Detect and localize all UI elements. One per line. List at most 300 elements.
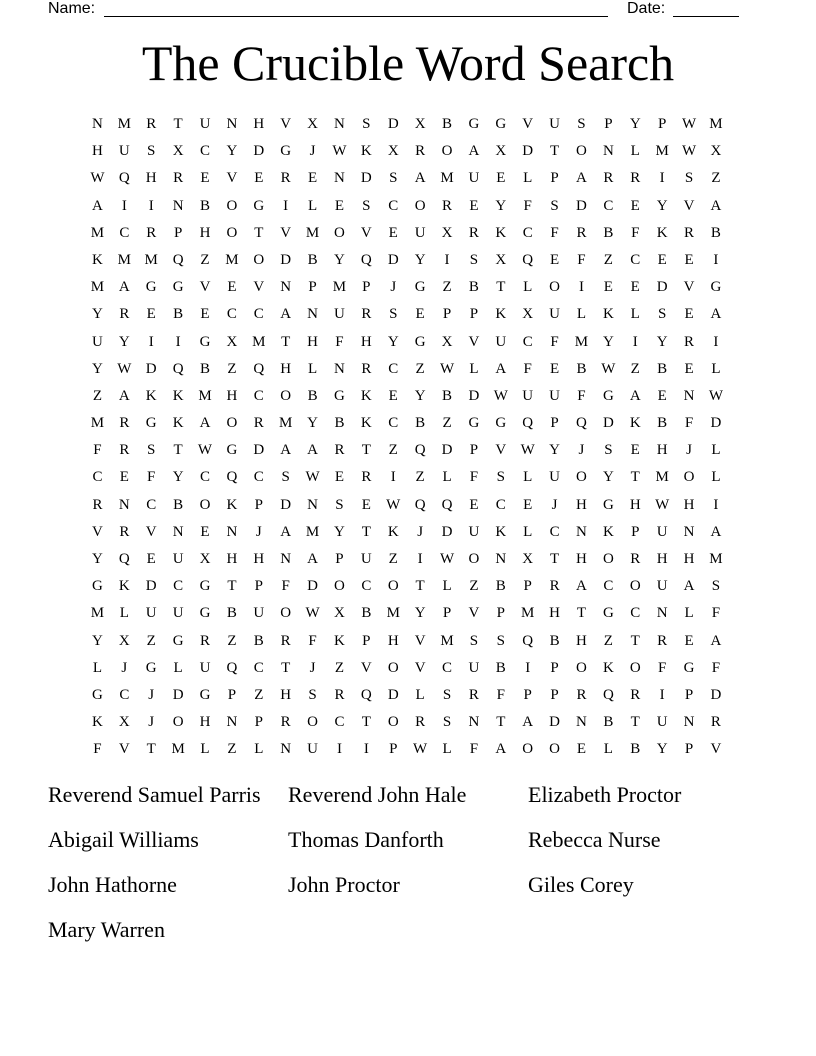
grid-cell: F: [550, 224, 559, 241]
grid-cell: Y: [226, 143, 238, 160]
grid-cell: D: [576, 197, 587, 214]
grid-cell: T: [281, 659, 291, 676]
grid-cell: T: [146, 741, 156, 758]
grid-cell: G: [495, 415, 507, 432]
grid-cell: R: [200, 632, 211, 649]
grid-cell: Q: [522, 415, 534, 432]
grid-cell: C: [226, 306, 237, 323]
date-label: Date:: [627, 0, 666, 17]
grid-cell: B: [200, 197, 211, 214]
grid-cell: L: [307, 360, 318, 377]
grid-cell: X: [414, 116, 426, 132]
grid-cell: L: [711, 469, 721, 486]
grid-cell: G: [495, 116, 507, 132]
grid-cell: P: [442, 605, 452, 622]
header: [0, 0, 816, 22]
grid-cell: O: [226, 197, 238, 214]
grid-cell: S: [389, 306, 398, 323]
grid-cell: F: [281, 578, 290, 595]
grid-cell: B: [334, 415, 345, 432]
grid-cell: P: [254, 578, 263, 595]
grid-cell: K: [602, 523, 614, 540]
grid-cell: F: [308, 632, 317, 649]
grid-cell: Z: [388, 442, 398, 459]
grid-cell: M: [225, 251, 239, 268]
grid-cell: F: [711, 605, 721, 622]
grid-cell: E: [334, 197, 345, 214]
grid-cell: B: [576, 360, 587, 377]
grid-cell: I: [175, 333, 181, 350]
grid-cell: T: [173, 116, 183, 132]
grid-cell: K: [92, 251, 103, 268]
grid-cell: F: [93, 741, 102, 758]
grid-cell: I: [336, 741, 342, 758]
grid-cell: P: [254, 496, 263, 513]
grid-cell: E: [254, 170, 264, 187]
grid-cell: A: [629, 387, 641, 404]
grid-cell: B: [468, 279, 479, 296]
grid-cell: R: [549, 578, 560, 595]
grid-cell: E: [550, 251, 560, 268]
grid-cell: H: [360, 333, 372, 350]
grid-cell: L: [442, 578, 452, 595]
grid-cell: C: [630, 605, 641, 622]
grid-cell: S: [684, 170, 694, 187]
grid-cell: M: [117, 116, 131, 132]
grid-cell: R: [684, 333, 695, 350]
grid-cell: G: [199, 578, 211, 595]
grid-cell: M: [144, 251, 158, 268]
grid-cell: H: [629, 496, 641, 513]
grid-cell: P: [684, 741, 694, 758]
grid-cell: Z: [630, 360, 640, 377]
word-list-item: Thomas Danforth: [288, 827, 444, 852]
grid-cell: W: [439, 360, 455, 377]
grid-cell: K: [172, 387, 184, 404]
grid-cell: L: [119, 605, 129, 622]
grid-cell: A: [710, 632, 722, 649]
grid-cell: P: [442, 306, 452, 323]
grid-cell: T: [630, 714, 640, 731]
grid-cell: S: [711, 578, 721, 595]
grid-cell: O: [199, 496, 211, 513]
grid-cell: Q: [360, 686, 372, 703]
grid-cell: R: [280, 632, 291, 649]
grid-cell: J: [148, 686, 155, 703]
grid-cell: E: [550, 360, 560, 377]
word-list-item: Giles Corey: [528, 872, 634, 897]
grid-cell: M: [117, 251, 131, 268]
grid-cell: K: [172, 415, 184, 432]
grid-cell: O: [280, 605, 292, 622]
grid-cell: P: [550, 686, 559, 703]
grid-cell: W: [413, 741, 428, 758]
grid-cell: L: [603, 741, 613, 758]
grid-cell: V: [522, 116, 534, 132]
grid-cell: W: [305, 605, 320, 622]
grid-cell: H: [683, 496, 695, 513]
grid-cell: C: [442, 659, 453, 676]
grid-cell: O: [602, 551, 614, 567]
page-title: The Crucible Word Search: [141, 35, 675, 91]
grid-cell: A: [576, 578, 587, 595]
grid-cell: I: [659, 170, 665, 187]
grid-cell: G: [468, 116, 480, 132]
grid-cell: H: [199, 714, 211, 731]
grid-cell: D: [441, 442, 453, 459]
grid-cell: N: [602, 143, 614, 160]
grid-cell: K: [334, 632, 345, 649]
grid-cell: X: [387, 143, 399, 160]
letter-grid: [84, 113, 729, 766]
grid-cell: O: [441, 143, 453, 160]
grid-cell: U: [549, 387, 560, 404]
grid-cell: N: [92, 116, 103, 132]
grid-cell: Z: [442, 279, 452, 296]
grid-cell: L: [523, 523, 533, 540]
grid-cell: H: [226, 387, 238, 404]
grid-cell: P: [173, 224, 183, 241]
grid-cell: G: [199, 686, 211, 703]
grid-cell: L: [711, 360, 721, 377]
grid-cell: O: [683, 469, 695, 486]
grid-cell: U: [468, 659, 480, 676]
grid-cell: N: [683, 714, 695, 731]
grid-cell: C: [603, 197, 614, 214]
grid-cell: R: [630, 551, 641, 567]
grid-cell: T: [254, 224, 264, 241]
grid-cell: A: [522, 714, 534, 731]
grid-cell: R: [576, 686, 587, 703]
grid-cell: Y: [92, 306, 103, 323]
grid-cell: O: [549, 279, 560, 296]
grid-cell: U: [656, 578, 668, 595]
grid-cell: G: [683, 659, 695, 676]
grid-cell: I: [525, 659, 531, 676]
grid-cell: G: [710, 279, 722, 296]
grid-cell: H: [280, 360, 292, 377]
grid-cell: Z: [227, 360, 237, 377]
grid-cell: H: [387, 632, 399, 649]
grid-cell: T: [227, 578, 237, 595]
grid-cell: M: [90, 224, 105, 241]
grid-cell: M: [709, 116, 723, 132]
grid-cell: A: [307, 442, 318, 459]
grid-cell: K: [656, 224, 668, 241]
grid-cell: S: [147, 143, 156, 160]
word-list-item: Rebecca Nurse: [528, 827, 661, 852]
grid-cell: N: [172, 523, 184, 540]
grid-cell: U: [656, 714, 668, 731]
grid-cell: N: [334, 360, 345, 377]
grid-cell: S: [577, 116, 586, 132]
grid-cell: Q: [602, 686, 614, 703]
grid-cell: M: [279, 415, 293, 432]
grid-cell: V: [360, 224, 372, 241]
grid-cell: S: [308, 686, 317, 703]
grid-cell: M: [440, 170, 454, 187]
grid-cell: Q: [118, 170, 130, 187]
grid-cell: Y: [656, 333, 668, 350]
grid-cell: T: [361, 714, 371, 731]
grid-cell: Z: [415, 360, 425, 377]
grid-cell: P: [308, 279, 317, 296]
grid-cell: X: [334, 605, 345, 622]
grid-cell: Y: [629, 116, 641, 132]
grid-cell: W: [681, 143, 697, 160]
grid-cell: I: [659, 686, 665, 703]
grid-cell: P: [657, 116, 667, 132]
grid-cell: Y: [414, 251, 426, 268]
grid-cell: M: [305, 523, 320, 540]
grid-cell: H: [145, 170, 157, 187]
grid-cell: D: [522, 143, 534, 160]
grid-cell: L: [92, 659, 103, 676]
grid-cell: S: [362, 116, 371, 132]
grid-cell: Z: [227, 632, 237, 649]
grid-cell: D: [468, 387, 480, 404]
grid-cell: K: [495, 306, 507, 323]
grid-cell: P: [469, 306, 479, 323]
grid-cell: V: [92, 523, 103, 540]
grid-cell: A: [683, 578, 695, 595]
grid-cell: E: [361, 496, 371, 513]
grid-cell: L: [200, 741, 210, 758]
grid-cell: R: [173, 170, 184, 187]
grid-cell: Q: [576, 415, 587, 432]
grid-cell: F: [577, 251, 586, 268]
grid-cell: Y: [602, 333, 614, 350]
grid-cell: B: [442, 387, 453, 404]
grid-cell: Q: [172, 251, 184, 268]
grid-cell: K: [602, 306, 614, 323]
grid-cell: C: [388, 360, 399, 377]
grid-cell: O: [307, 714, 318, 731]
grid-cell: D: [656, 279, 668, 296]
grid-cell: C: [200, 143, 211, 160]
grid-cell: F: [657, 659, 667, 676]
grid-cell: K: [495, 523, 507, 540]
grid-cell: A: [710, 197, 722, 214]
grid-cell: Y: [387, 333, 399, 350]
grid-cell: E: [496, 170, 506, 187]
grid-cell: J: [686, 442, 692, 459]
grid-cell: F: [577, 387, 586, 404]
grid-cell: C: [173, 578, 184, 595]
grid-cell: F: [335, 333, 344, 350]
grid-cell: D: [602, 415, 614, 432]
grid-cell: E: [630, 279, 640, 296]
grid-cell: U: [145, 605, 157, 622]
grid-cell: L: [442, 741, 452, 758]
grid-cell: E: [227, 279, 237, 296]
grid-cell: O: [172, 714, 184, 731]
grid-cell: P: [227, 686, 237, 703]
grid-cell: C: [549, 523, 560, 540]
grid-cell: H: [656, 551, 668, 567]
grid-cell: Q: [441, 496, 453, 513]
grid-cell: N: [280, 279, 292, 296]
grid-cell: E: [630, 197, 640, 214]
grid-cell: W: [117, 360, 132, 377]
grid-cell: D: [253, 442, 265, 459]
grid-cell: V: [468, 605, 480, 622]
grid-cell: S: [362, 197, 371, 214]
grid-cell: O: [629, 578, 641, 595]
grid-cell: D: [280, 496, 292, 513]
grid-cell: R: [468, 686, 479, 703]
grid-cell: R: [710, 714, 721, 731]
grid-cell: U: [549, 469, 560, 486]
grid-cell: H: [576, 496, 587, 513]
grid-cell: B: [253, 632, 264, 649]
grid-cell: D: [710, 686, 722, 703]
grid-cell: P: [496, 605, 505, 622]
grid-cell: E: [119, 469, 129, 486]
grid-cell: A: [92, 197, 103, 214]
grid-cell: R: [415, 143, 426, 160]
grid-cell: A: [710, 523, 722, 540]
grid-cell: N: [307, 496, 318, 513]
grid-cell: R: [576, 224, 587, 241]
grid-cell: B: [657, 415, 668, 432]
grid-cell: Y: [656, 197, 668, 214]
grid-cell: W: [332, 143, 347, 160]
grid-cell: O: [414, 197, 426, 214]
grid-cell: P: [335, 551, 344, 567]
grid-cell: U: [468, 170, 480, 187]
grid-cell: I: [363, 741, 369, 758]
grid-cell: G: [145, 279, 157, 296]
grid-cell: D: [307, 578, 318, 595]
grid-cell: I: [713, 333, 719, 350]
grid-cell: T: [281, 333, 291, 350]
grid-cell: X: [441, 224, 453, 241]
grid-cell: X: [441, 333, 453, 350]
grid-cell: Q: [118, 551, 130, 567]
grid-cell: R: [146, 116, 157, 132]
grid-cell: I: [148, 333, 154, 350]
grid-cell: M: [305, 224, 320, 241]
grid-cell: R: [361, 360, 372, 377]
grid-cell: A: [280, 306, 292, 323]
grid-cell: Y: [118, 333, 130, 350]
grid-cell: O: [387, 578, 399, 595]
grid-cell: W: [493, 387, 508, 404]
grid-cell: L: [711, 442, 721, 459]
grid-cell: F: [469, 469, 479, 486]
grid-cell: E: [146, 551, 156, 567]
grid-cell: G: [253, 197, 265, 214]
grid-cell: C: [253, 469, 264, 486]
grid-cell: J: [121, 659, 128, 676]
grid-cell: I: [148, 197, 154, 214]
grid-cell: I: [578, 279, 584, 296]
grid-cell: Q: [522, 251, 534, 268]
grid-cell: Q: [414, 442, 426, 459]
grid-cell: V: [145, 523, 157, 540]
word-list-item: Mary Warren: [48, 917, 165, 942]
grid-cell: K: [360, 415, 372, 432]
grid-cell: D: [387, 686, 399, 703]
grid-cell: I: [632, 333, 638, 350]
grid-cell: J: [390, 279, 397, 296]
grid-cell: M: [332, 279, 347, 296]
grid-cell: R: [603, 170, 614, 187]
grid-cell: O: [576, 469, 587, 486]
grid-cell: L: [415, 686, 425, 703]
grid-cell: X: [172, 143, 184, 160]
grid-cell: Y: [92, 551, 103, 567]
grid-cell: U: [118, 143, 130, 160]
grid-cell: N: [576, 714, 587, 731]
grid-cell: T: [550, 143, 560, 160]
grid-cell: Z: [469, 578, 479, 595]
grid-cell: N: [226, 116, 238, 132]
grid-cell: C: [200, 469, 211, 486]
grid-cell: N: [226, 714, 238, 731]
grid-cell: A: [468, 143, 480, 160]
grid-cell: W: [90, 170, 105, 187]
grid-cell: P: [684, 686, 694, 703]
grid-cell: N: [226, 523, 238, 540]
grid-cell: I: [713, 496, 719, 513]
grid-cell: C: [495, 496, 506, 513]
grid-cell: S: [147, 442, 156, 459]
grid-cell: E: [200, 523, 210, 540]
grid-cell: G: [145, 659, 157, 676]
grid-cell: C: [146, 496, 157, 513]
grid-cell: N: [683, 523, 695, 540]
grid-cell: W: [601, 360, 616, 377]
grid-cell: H: [576, 632, 587, 649]
grid-cell: F: [711, 659, 721, 676]
grid-cell: P: [523, 578, 532, 595]
grid-cell: M: [709, 551, 723, 567]
grid-cell: N: [280, 741, 292, 758]
grid-cell: B: [226, 605, 237, 622]
grid-cell: B: [657, 360, 668, 377]
grid-cell: L: [523, 279, 533, 296]
grid-cell: N: [118, 496, 130, 513]
grid-cell: T: [576, 605, 587, 622]
grid-cell: H: [253, 551, 265, 567]
grid-cell: M: [198, 387, 212, 404]
grid-cell: A: [495, 741, 507, 758]
grid-cell: E: [388, 387, 398, 404]
grid-cell: W: [681, 116, 697, 132]
grid-cell: C: [253, 306, 264, 323]
grid-cell: E: [307, 170, 318, 187]
grid-cell: D: [387, 116, 399, 132]
grid-cell: T: [630, 632, 640, 649]
grid-cell: A: [280, 523, 292, 540]
grid-cell: K: [602, 659, 614, 676]
grid-cell: J: [309, 659, 316, 676]
grid-cell: B: [603, 224, 614, 241]
grid-cell: W: [197, 442, 213, 459]
grid-cell: L: [173, 659, 183, 676]
grid-cell: K: [118, 578, 130, 595]
grid-cell: S: [335, 496, 344, 513]
grid-cell: A: [576, 170, 587, 187]
grid-cell: T: [415, 578, 425, 595]
grid-cell: L: [684, 605, 694, 622]
grid-cell: H: [307, 333, 318, 350]
grid-cell: D: [710, 415, 722, 432]
grid-cell: T: [630, 469, 640, 486]
grid-cell: Y: [656, 741, 668, 758]
